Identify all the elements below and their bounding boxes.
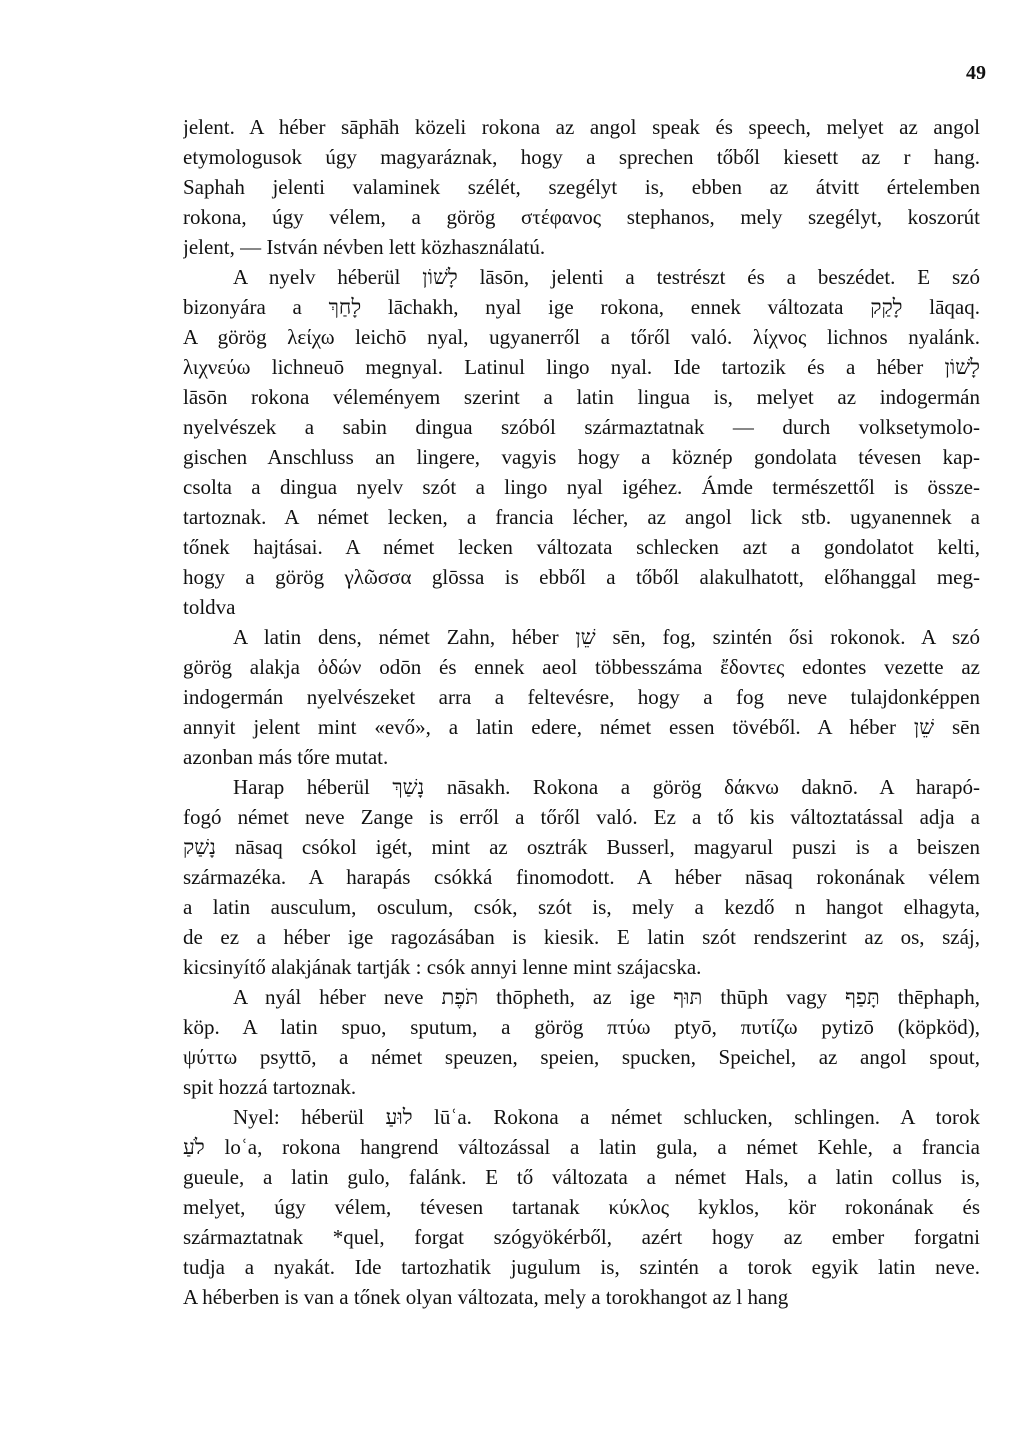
text-line: származéka. A harapás csókká finomodott. A héber nāsaq rokonának vélem <box>183 865 980 889</box>
text-line: A nyelv héberül לָשׁוֹן lāsōn, jelenti a testrészt és a beszédet. E szó <box>233 265 980 289</box>
text-line: Nyel: héberül לוּעַ lūʿa. Rokona a német schlucken, schlingen. A torok <box>233 1105 980 1129</box>
text-line: azonban más tőre mutat. <box>183 745 389 769</box>
paragraph <box>183 1102 980 1312</box>
text-line: csolta a dingua nyelv szót a lingo nyal igéhez. Ámde természettől is össze- <box>183 475 980 499</box>
text-line: tudja a nyakát. Ide tartozhatik jugulum is, szintén a torok egyik latin neve. <box>183 1255 980 1279</box>
text-line: de ez a héber ige ragozásában is kiesik. E latin szót rendszerint az os, száj, <box>183 925 980 949</box>
text-line: rokona, úgy vélem, a görög στέφανος stephanos, mely szegélyt, koszorút <box>183 205 980 229</box>
text-line: tőnek hajtásai. A német lecken változata schlecken azt a gondolatot kelti, <box>183 535 980 559</box>
text-line: származtatnak *quel, forgat szógyökérből, azért hogy az ember forgatni <box>183 1225 980 1249</box>
text-line: annyit jelent mint «evő», a latin edere, német essen tövéből. A héber שֵׁן sēn <box>183 715 980 739</box>
text-line: jelent, — István névben lett közhasználatú. <box>183 235 546 259</box>
text-line: ψύττω psyttō, a német speuzen, speien, spucken, Speichel, az angol spout, <box>183 1045 980 1069</box>
text-line: kicsinyítő alakjának tartják : csók annyi lenne mint szájacska. <box>183 955 702 979</box>
text-line: toldva <box>183 595 236 619</box>
text-line: indogermán nyelvészeket arra a feltevésre, hogy a fog neve tulajdonképpen <box>183 685 980 709</box>
text-line: jelent. A héber sāphāh közeli rokona az angol speak és speech, melyet az angol <box>183 115 980 139</box>
text-line: Saphah jelenti valaminek szélét, szegélyt is, ebben az átvitt értelemben <box>183 175 980 199</box>
text-line: görög alakja ὀδών odōn és ennek aeol többesszáma ἔδοντες edontes vezette az <box>183 655 980 679</box>
text-line: A héberben is van a tőnek olyan változata, mely a torokhangot az l hang <box>183 1285 789 1309</box>
text-line: nyelvészek a sabin dingua szóból származtatnak — durch volksetymolo- <box>183 415 980 439</box>
text-line: A latin dens, német Zahn, héber שֵׁן sēn, fog, szintén ősi rokonok. A szó <box>233 625 980 649</box>
text-line: köp. A latin spuo, sputum, a görög πτύω ptyō, πυτίζω pytizō (köpköd), <box>183 1015 980 1039</box>
page-number: 49 <box>966 62 986 84</box>
paragraph <box>183 112 980 262</box>
text-column <box>183 112 980 1312</box>
text-line: tartoznak. A német lecken, a francia lécher, az angol lick stb. ugyanennek a <box>183 505 980 529</box>
text-line: נָשַׁק nāsaq csókol igét, mint az osztrák Busserl, magyarul puszi is a beiszen <box>183 835 980 859</box>
text-line: melyet, úgy vélem, tévesen tartanak κύκλος kyklos, kör rokonának és <box>183 1195 980 1219</box>
text-line: לֹעַ loʿa, rokona hangrend változással a latin gula, a német Kehle, a francia <box>183 1135 980 1159</box>
paragraph <box>183 772 980 982</box>
text-line: fogó német neve Zange is erről a tőről való. Ez a tő kis változtatással adja a <box>183 805 980 829</box>
text-line: hogy a görög γλῶσσα glōssa is ebből a tőből alakulhatott, előhanggal meg- <box>183 565 980 589</box>
text-line: gueule, a latin gulo, falánk. E tő változata a német Hals, a latin collus is, <box>183 1165 980 1189</box>
text-line: bizonyára a לָחַךְ lāchakh, nyal ige rokona, ennek változata לָקַק lāqaq. <box>183 295 980 319</box>
text-line: A görög λείχω leichō nyal, ugyanerről a tőről való. λίχνος lichnos nyalánk. <box>183 325 980 349</box>
text-line: λιχνεύω lichneuō megnyal. Latinul lingo nyal. Ide tartozik és a héber לָשׁוֹן <box>183 355 980 379</box>
text-line: spit hozzá tartoznak. <box>183 1075 357 1099</box>
text-line: a latin ausculum, osculum, csók, szót is, mely a kezdő n hangot elhagyta, <box>183 895 980 919</box>
text-line: gischen Anschluss an lingere, vagyis hogy a köznép gondolata tévesen kap- <box>183 445 980 469</box>
text-line: etymologusok úgy magyaráznak, hogy a sprechen tőből kiesett az r hang. <box>183 145 980 169</box>
paragraph <box>183 982 980 1102</box>
paragraph <box>183 262 980 622</box>
text-line: lāsōn rokona véleményem szerint a latin lingua is, melyet az indogermán <box>183 385 980 409</box>
text-line: A nyál héber neve תֹּפֶת thōpheth, az ige תּוּף thūph vagy תָּפַף thēphaph, <box>233 985 980 1009</box>
text-line: Harap héberül נָשַׁךְ nāsakh. Rokona a görög δάκνω daknō. A harapó- <box>233 775 980 799</box>
paragraph <box>183 622 980 772</box>
